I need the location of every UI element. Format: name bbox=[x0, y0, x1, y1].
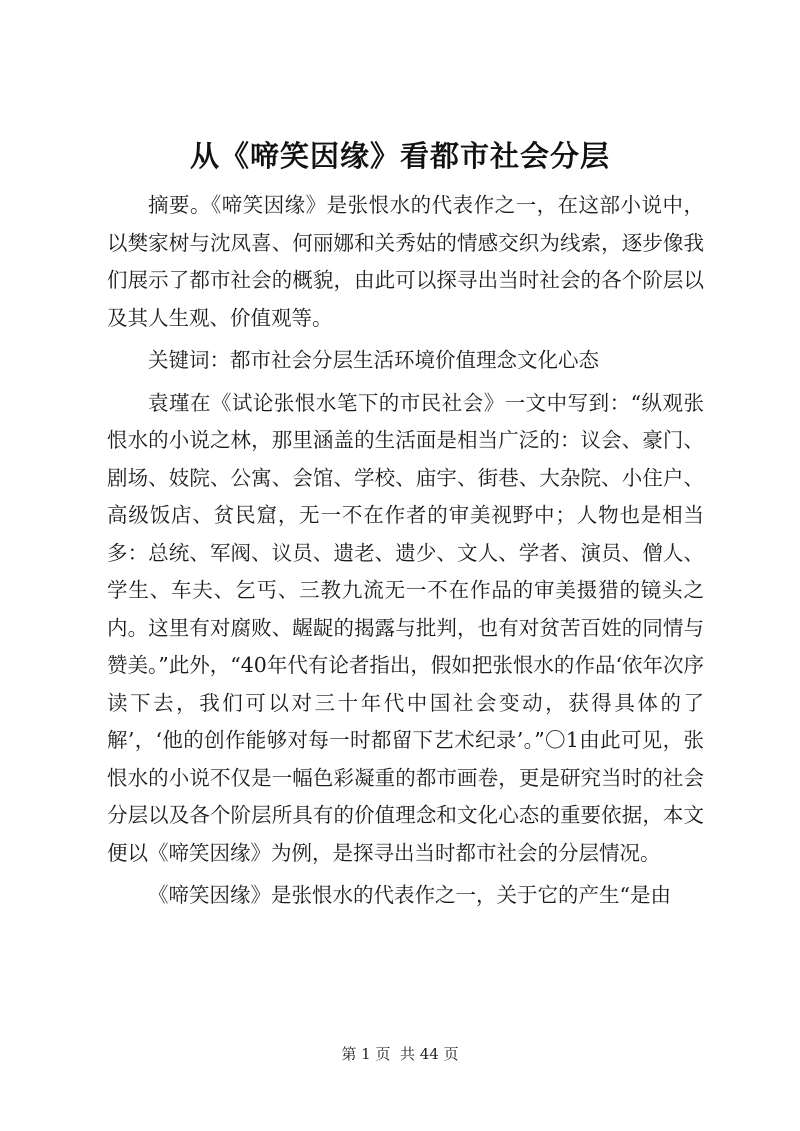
keywords-paragraph: 关键词：都市社会分层生活环境价值理念文化心态 bbox=[148, 348, 599, 372]
body-paragraph: 《啼笑因缘》是张恨水的代表作之一，关于它的产生“是由 bbox=[148, 883, 671, 907]
document-title: 从《啼笑因缘》看都市社会分层 bbox=[189, 139, 610, 173]
body-paragraph: 袁瑾在《试论张恨水笔下的市民社会》一文中写到：“纵观张恨水的小说之林，那里涵盖的生活面是相当广泛的：议会、豪门、剧场、妓院、公寓、会馆、学校、庙宇、街巷、大杂院、小住户、高级饭店、贫民窟，无一不在作者的审美视野中；人物也是相当多：总统、军阀、议员、遗老、遗少、文人、学者、演员、僧人、学生、车夫、乞丐、三教九流无一不在作品的审美摄猎的镜头之内。这里有对腐败、龌龊的揭露与批判，也有对贫苦百姓的同情与赞美。”此外，“40年代有论者指出，假如把张恨水的作品‘依年次序读下去，我们可以对三十年代中国社会变动，获得具体的了解’，‘他的创作能够对每一时都留下艺术纪录’。”〇1由此可见，张恨水的小说不仅是一幅色彩凝重的都市画卷，更是研究当时的社会分层以及各个阶层所具有的价值理念和文化心态的重要依据，本文便以《啼笑因缘》为例，是探寻出当时都市社会的分层情况。 bbox=[107, 390, 704, 865]
page-footer bbox=[0, 1043, 800, 1064]
abstract-paragraph: 摘要。《啼笑因缘》是张恨水的代表作之一，在这部小说中，以樊家树与沈凤喜、何丽娜和关秀姑的情感交织为线索，逐步像我们展示了都市社会的概貌，由此可以探寻出当时社会的各个阶层以及其人生观、价值观等。 bbox=[107, 193, 704, 330]
page-number-label: 第 1 页 共 44 页 bbox=[341, 1045, 459, 1063]
document-body bbox=[107, 187, 704, 920]
